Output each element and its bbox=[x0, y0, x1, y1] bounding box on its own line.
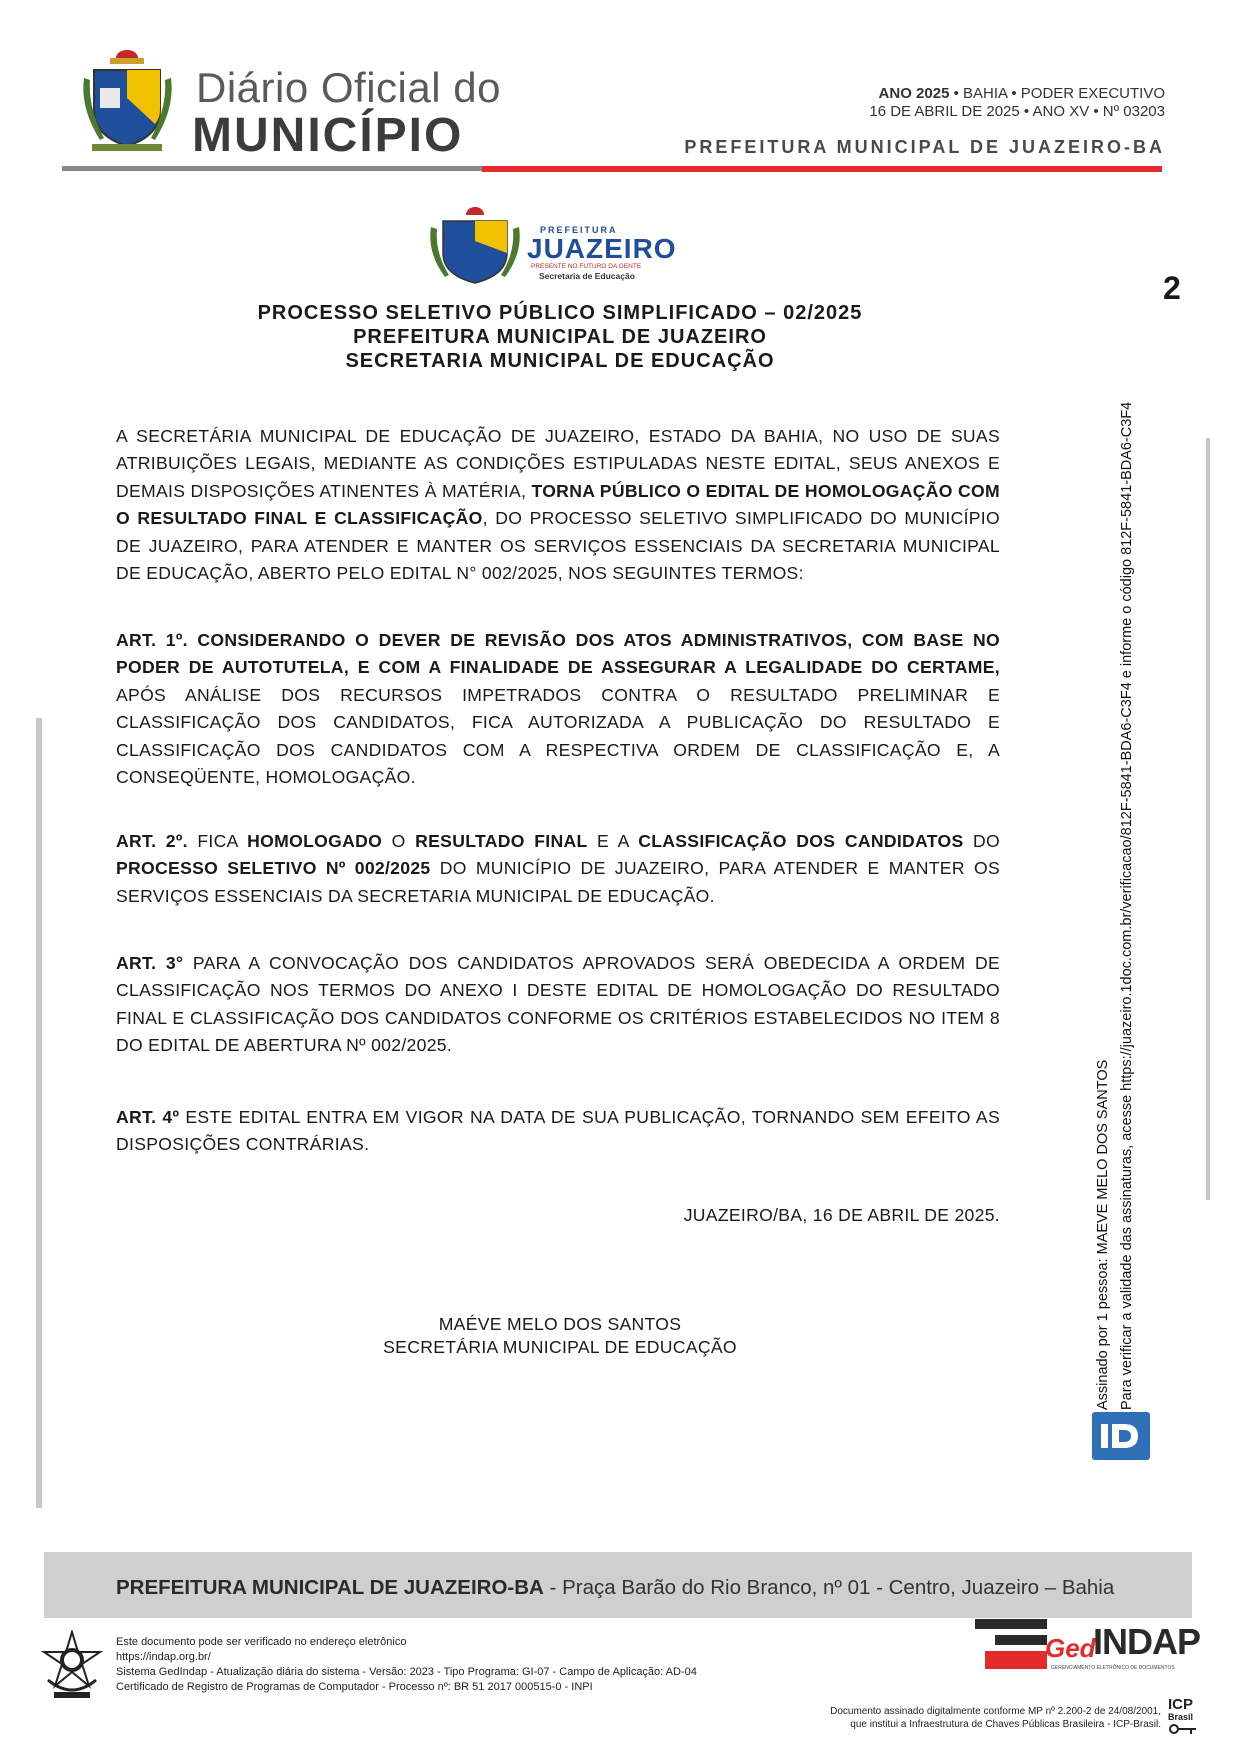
intro-paragraph bbox=[116, 423, 1000, 587]
art2-bold: PROCESSO SELETIVO Nº 002/2025 bbox=[116, 858, 431, 879]
signature-stamp-verify: Para verificar a validade das assinaturas, acesse https://juazeiro.1doc.com.br/verificacao/812F-5841-BDA6-C3F4 e informe o código 812F-5841-BDA6-C3F4 bbox=[1119, 401, 1135, 1410]
footer-municipality: PREFEITURA MUNICIPAL DE JUAZEIRO-BA bbox=[116, 1576, 544, 1599]
icp-brasil-text: Brasil bbox=[1168, 1712, 1194, 1722]
art3-paragraph bbox=[116, 950, 1000, 1060]
art1-bold: ART. 1º. CONSIDERANDO O DEVER DE REVISÃO DOS ATOS ADMINISTRATIVOS, COM BASE NO PODER DE AUTOTUTELA, E COM A FINALIDADE DE ASSEGURAR A LEGALIDADE DO CERTAME, bbox=[116, 630, 1000, 678]
municipal-seal-icon bbox=[80, 48, 175, 153]
gedindap-mark-icon bbox=[975, 1615, 1047, 1673]
seal-icon bbox=[425, 205, 525, 285]
icp-text: ICP bbox=[1168, 1696, 1194, 1713]
masthead-subtitle: MUNICÍPIO bbox=[192, 109, 464, 162]
meta-sep: • bbox=[1011, 85, 1021, 102]
1doc-logo-icon bbox=[1092, 1412, 1150, 1460]
gedindap-name: INDAP bbox=[1093, 1621, 1201, 1662]
art4-label: ART. 4º bbox=[116, 1107, 180, 1127]
meta-sep: • bbox=[1093, 103, 1103, 120]
edition-date: 16 DE ABRIL DE 2025 bbox=[869, 103, 1020, 120]
edition-year: ANO 2025 bbox=[878, 85, 950, 102]
edition-meta-line2 bbox=[869, 103, 1165, 120]
art2-text: O bbox=[382, 831, 416, 851]
art4-text: ESTE EDITAL ENTRA EM VIGOR NA DATA DE SUA PUBLICAÇÃO, TORNANDO SEM EFEITO AS DISPOSIÇÕES CONTRÁRIAS. bbox=[116, 1107, 1000, 1155]
1doc-badge-icon[interactable] bbox=[1092, 1412, 1150, 1460]
meta-sep: • bbox=[953, 85, 964, 102]
header-rule-gray bbox=[62, 166, 482, 171]
footer-signed-line1: Documento assinado digitalmente conforme MP nº 2.200-2 de 24/08/2001, bbox=[830, 1706, 1161, 1717]
footer-cert-line: Certificado de Registro de Programas de Computador - Processo nº: BR 51 2017 000515-0 - INPI bbox=[116, 1681, 593, 1693]
signatory-role: SECRETÁRIA MUNICIPAL DE EDUCAÇÃO bbox=[383, 1337, 737, 1357]
art2-paragraph bbox=[116, 828, 1000, 910]
intro-text: , DO PROCESSO SELETIVO SIMPLIFICADO DO MUNICÍPIO DE JUAZEIRO, PARA ATENDER E MANTER OS SERVIÇOS ESSENCIAIS DA SECRETARIA MUNICIPAL DE EDUCAÇÃO, ABERTO PELO EDITAL N° 002/2025, NOS SEGUINTES TERMOS: bbox=[116, 508, 1000, 584]
doc-title-line1: PROCESSO SELETIVO PÚBLICO SIMPLIFICADO – 02/2025 bbox=[257, 302, 863, 324]
intro-bold: TORNA PÚBLICO O EDITAL DE HOMOLOGAÇÃO COM O RESULTADO FINAL E CLASSIFICAÇÃO bbox=[116, 480, 1000, 529]
doc-title-line2: PREFEITURA MUNICIPAL DE JUAZEIRO bbox=[353, 326, 767, 348]
art2-text: DO bbox=[963, 831, 1000, 851]
signatory-name: MAÉVE MELO DOS SANTOS bbox=[438, 1314, 682, 1334]
edition-branch: PODER EXECUTIVO bbox=[1020, 85, 1165, 102]
art2-label: ART. 2º. bbox=[116, 831, 188, 851]
art2-bold: CLASSIFICAÇÃO DOS CANDIDATOS bbox=[638, 831, 964, 851]
header-rule-red bbox=[482, 166, 1162, 172]
edition-year-number: ANO XV bbox=[1032, 103, 1090, 120]
logo-juazeiro-text: JUAZEIRO bbox=[527, 233, 677, 264]
footer-signed-line2: que institui a Infraestrutura de Chaves Públicas Brasileira - ICP-Brasil. bbox=[850, 1719, 1161, 1730]
footer-address bbox=[116, 1576, 1114, 1600]
art1-paragraph bbox=[116, 627, 1000, 791]
meta-sep: • bbox=[1023, 103, 1033, 120]
signature-stamp-signer: Assinado por 1 pessoa: MAEVE MELO DOS SANTOS bbox=[1095, 1059, 1111, 1410]
masthead-title: Diário Oficial do bbox=[196, 64, 501, 111]
signature-block bbox=[300, 1313, 820, 1359]
footer-address-text: - Praça Barão do Rio Branco, nº 01 - Centro, Juazeiro – Bahia bbox=[543, 1576, 1115, 1599]
art2-text: E A bbox=[587, 831, 639, 851]
art1-text: APÓS ANÁLISE DOS RECURSOS IMPETRADOS CONTRA O RESULTADO PRELIMINAR E CLASSIFICAÇÃO DOS CANDIDATOS, FICA AUTORIZADA A PUBLICAÇÃO DO RESULTADO E CLASSIFICAÇÃO DOS CANDIDATOS COM A RESPECTIVA ORDEM DE CLASSIFICAÇÃO E, A CONSEQÜENTE, HOMOLOGAÇÃO. bbox=[116, 684, 1000, 788]
intro-text: A SECRETÁRIA MUNICIPAL DE EDUCAÇÃO DE JUAZEIRO, ESTADO DA BAHIA, NO USO DE SUAS ATRIBUIÇÕES LEGAIS, MEDIANTE AS CONDIÇÕES ESTIPULADAS NESTE EDITAL, SEUS ANEXOS E DEMAIS DISPOSIÇÕES ATINENTES À MATÉRIA, bbox=[116, 426, 1000, 501]
icp-brasil-logo bbox=[1168, 1697, 1202, 1747]
margin-bar-right bbox=[1206, 438, 1210, 1200]
gedindap-logo bbox=[975, 1615, 1200, 1677]
art2-text: DO MUNICÍPIO DE JUAZEIRO, PARA ATENDER E MANTER OS SERVIÇOS ESSENCIAIS DA SECRETARIA MUNICIPAL DE EDUCAÇÃO. bbox=[116, 858, 1001, 906]
header-municipality: PREFEITURA MUNICIPAL DE JUAZEIRO-BA bbox=[684, 137, 1165, 157]
gedindap-tagline: GERENCIAMENTO ELETRÔNICO DE DOCUMENTOS bbox=[1051, 1665, 1175, 1671]
gedindap-prefix: Ged bbox=[1045, 1633, 1096, 1663]
art3-label: ART. 3° bbox=[116, 953, 184, 973]
logo-prefeitura-text: PREFEITURA bbox=[540, 225, 618, 235]
art3-text: PARA A CONVOCAÇÃO DOS CANDIDATOS APROVADOS SERÁ OBEDECIDA A ORDEM DE CLASSIFICAÇÃO NOS TERMOS DO ANEXO I DESTE EDITAL DE HOMOLOGAÇÃO DO RESULTADO FINAL E CLASSIFICAÇÃO DOS CANDIDATOS CONFORME OS CRITÉRIOS ESTABELECIDOS NO ITEM 8 DO EDITAL DE ABERTURA Nº 002/2025. bbox=[116, 953, 1001, 1056]
brazil-coat-of-arms-icon bbox=[40, 1630, 104, 1704]
icp-key-icon bbox=[1168, 1722, 1198, 1736]
margin-bar-left bbox=[36, 718, 42, 1508]
footer-system-line: Sistema GedIndap - Atualização diária do sistema - Versão: 2023 - Tipo Programa: GI-07 - Campo de Aplicação: AD-04 bbox=[116, 1666, 697, 1678]
place-date: JUAZEIRO/BA, 16 DE ABRIL DE 2025. bbox=[683, 1205, 1000, 1225]
art2-text: FICA bbox=[187, 831, 248, 851]
footer-verify-url[interactable]: https://indap.org.br/ bbox=[116, 1651, 211, 1663]
footer-verify-line1: Este documento pode ser verificado no endereço eletrônico bbox=[116, 1636, 407, 1648]
art2-bold: HOMOLOGADO bbox=[247, 831, 383, 851]
juazeiro-education-logo bbox=[425, 205, 685, 285]
edition-meta-line1 bbox=[879, 85, 1165, 102]
edition-state: BAHIA bbox=[963, 85, 1008, 102]
logo-tagline: PRESENTE NO FUTURO DA GENTE bbox=[531, 263, 642, 270]
art4-paragraph bbox=[116, 1104, 1000, 1159]
page-number: 2 bbox=[1163, 270, 1181, 306]
doc-title-line3: SECRETARIA MUNICIPAL DE EDUCAÇÃO bbox=[345, 350, 775, 372]
logo-department: Secretaria de Educação bbox=[539, 271, 635, 281]
edition-number: Nº 03203 bbox=[1102, 103, 1165, 120]
art2-bold: RESULTADO FINAL bbox=[415, 831, 588, 851]
